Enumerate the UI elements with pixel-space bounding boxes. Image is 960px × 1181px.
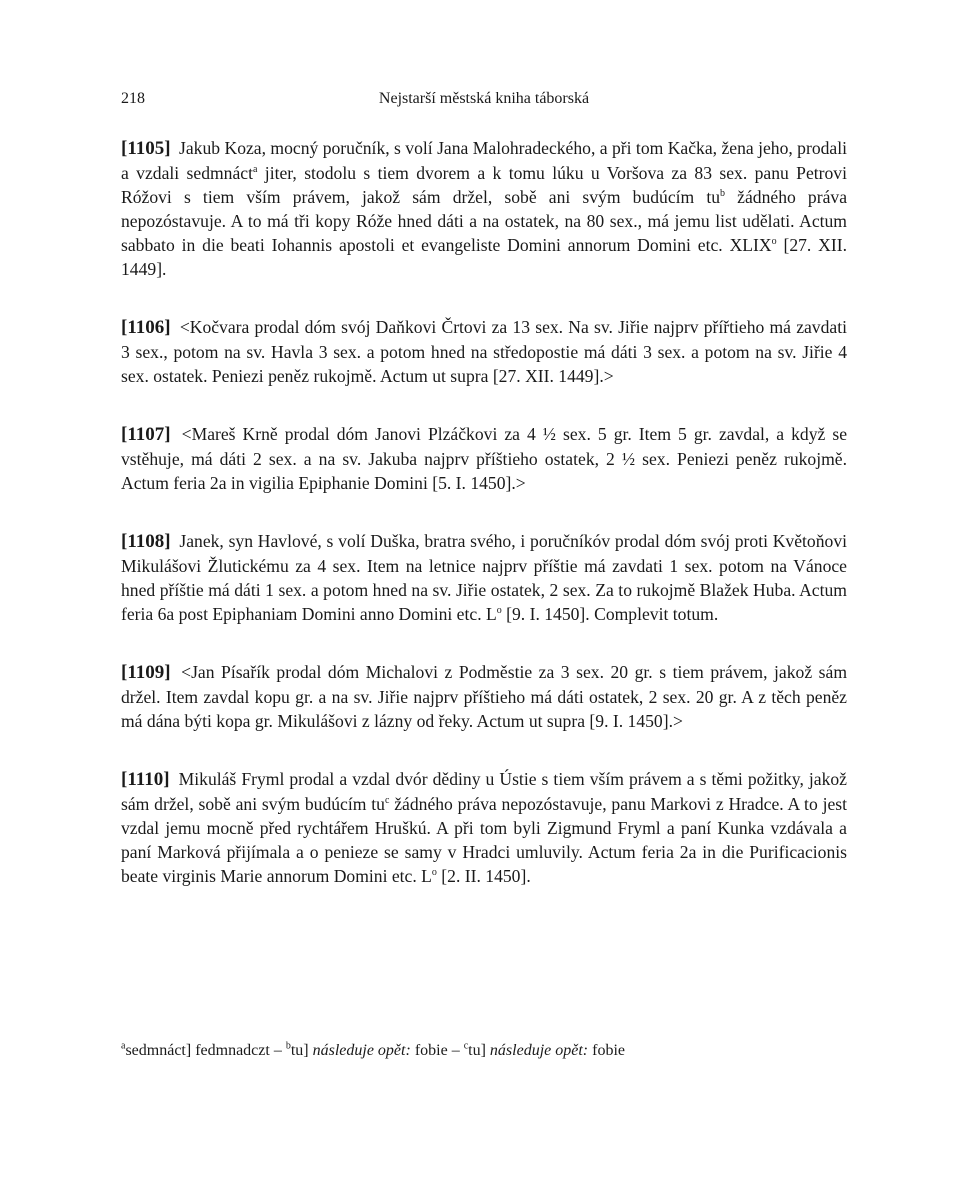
footnote-c-italic: následuje opět: <box>489 1042 589 1059</box>
entry-text: Janek, syn Havlové, s volí Duška, bratra svého, i poručníkóv prodal dóm svój proti Květoňovi Mikulášovi Žlutickému za 4 sex. Item na letnice najprv příštie má zavdati 1 sex. potom na Vánoce hned příštie má dáti 1 sex. a potom hned na sv. Jiřie ostatek, 2 sex. Za to rukojmě Blažek Huba. Actum feria 6a post Epiphaniam Domini anno Domini etc. L <box>121 531 847 624</box>
entry-1106 <box>121 315 847 388</box>
footnote-b-mark: b <box>285 1040 291 1052</box>
entry-text: žádného práva nepozóstavuje. A to má tři kopy Róže hned dáti a na ostatek, na 80 sex., má jemu list udělati. Actum sabbato in die beati Iohannis apostoli et evangeliste Domini annorum Domini etc. XLIX <box>121 187 847 255</box>
footnote-c-mark: c <box>463 1040 469 1052</box>
entry-number: [1107] <box>121 424 171 445</box>
entry-text: jiter, stodolu s tiem dvorem a k tomu lúku u Voršova za 83 sex. panu Petrovi Róžovi s tiem vším právem, jakož sám držel, sobě ani svým budúcím tu <box>121 163 847 207</box>
footnote-c-tail: fobie <box>588 1042 625 1059</box>
footnotes <box>121 1040 847 1062</box>
entry-text: <Jan Písařík prodal dóm Michalovi z Podměstie za 3 sex. 20 gr. s tiem právem, jakož sám držel. Item zavdal kopu gr. a na sv. Jiřie najprv příštieho má dáti ostatek, 2 sex. 20 gr. A z těch peněz má dána býti kopa gr. Mikulášovi z lázny od řeky. Actum ut supra [9. I. 1450].> <box>121 662 847 731</box>
superscript-o: o <box>496 605 502 617</box>
entry-text: [27. XII. 1449]. <box>121 235 847 279</box>
page-number: 218 <box>121 90 145 107</box>
entries-list <box>121 136 847 922</box>
entry-1105 <box>121 136 847 281</box>
entry-text: <Kočvara prodal dóm svój Daňkovi Črtovi za 13 sex. Na sv. Jiřie najprv přířtieho má zavdati 3 sex., potom na sv. Havla 3 sex. a potom hned na středopostie má dáti 3 sex. a potom na sv. Jiřie 4 sex. ostatek. Peniezi peněz rukojmě. Actum ut supra [27. XII. 1449].> <box>121 317 847 386</box>
entry-1108 <box>121 529 847 626</box>
entry-number: [1106] <box>121 317 171 338</box>
entry-text: Jakub Koza, mocný poručník, s volí Jana Malohradeckého, a při tom Kačka, žena jeho, prodali a vzdali sedmnáct <box>121 138 848 183</box>
footnote-b-text: tu] <box>290 1042 313 1059</box>
footnote-marker-a: a <box>252 164 258 176</box>
entry-text: [9. I. 1450]. Complevit totum. <box>501 604 719 624</box>
superscript-o: o <box>771 236 777 248</box>
entry-1109 <box>121 660 847 733</box>
entry-1107 <box>121 422 847 495</box>
entry-number: [1110] <box>121 769 170 790</box>
entry-number: [1108] <box>121 531 171 552</box>
page-header <box>121 88 847 110</box>
entry-text: <Mareš Krně prodal dóm Janovi Plzáčkovi za 4 ½ sex. 5 gr. Item 5 gr. zavdal, a když se vstěhuje, má dáti 2 sex. a na sv. Jakuba najprv příštieho ostatek, 2 ½ sex. Peniezi peněz rukojmě. Actum feria 2a in vigilia Epiphanie Domini [5. I. 1450].> <box>121 424 848 493</box>
footnote-c-text: tu] <box>468 1042 490 1059</box>
footnote-b-tail: fobie – <box>410 1042 464 1059</box>
footnote-marker-c: c <box>384 795 390 807</box>
entry-text: [2. II. 1450]. <box>436 866 531 886</box>
superscript-o: o <box>431 867 437 879</box>
running-title: Nejstarší městská kniha táborská <box>378 90 590 107</box>
footnote-a-text: sedmnáct] fedmnadczt – <box>125 1042 286 1059</box>
entry-number: [1109] <box>121 662 171 683</box>
footnote-a-mark: a <box>121 1040 126 1052</box>
entry-number: [1105] <box>121 138 171 159</box>
entry-text: žádného práva nepozóstavuje, panu Markovi z Hradce. A to jest vzdal jemu mocně před rychtářem Hruškú. A při tom byli Zigmund Fryml a paní Kunka vzdávala a paní Marková přijímala a o penieze se samy v Hradci umluvily. Actum feria 2a in die Purificacionis beate virginis Marie annorum Domini etc. L <box>121 794 847 886</box>
entry-text: Mikuláš Fryml prodal a vzdal dvór dědiny u Ústie s tiem vším právem a s těmi požitky, jakož sám držel, sobě ani svým budúcím tu <box>121 769 847 814</box>
footnote-b-italic: následuje opět: <box>312 1042 411 1059</box>
footnote-marker-b: b <box>720 188 726 200</box>
entry-1110 <box>121 767 847 888</box>
